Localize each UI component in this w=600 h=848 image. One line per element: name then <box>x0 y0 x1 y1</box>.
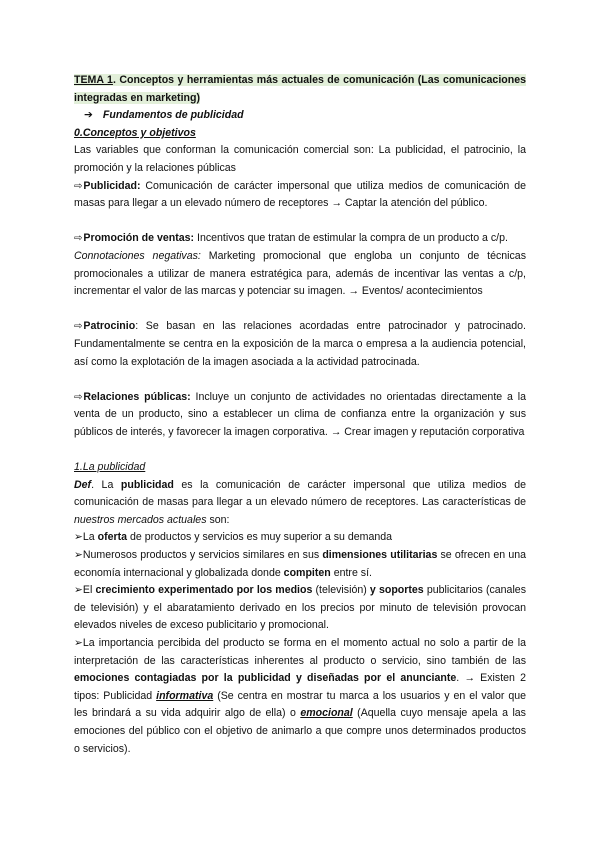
section-0-heading: 0.Conceptos y objetivos <box>74 126 196 139</box>
publicidad-label: Publicidad: <box>83 179 141 192</box>
subheading <box>74 107 526 125</box>
paragraph-relaciones <box>74 389 526 442</box>
arrow-outline-icon: ⇨ <box>74 233 83 245</box>
connotaciones-label: Connotaciones negativas: <box>74 249 201 262</box>
relaciones-text: Incluye un conjunto de actividades no orientadas directamente a la venta de un producto, sino a establecer un clima de confianza entre la organización y sus públicos de interés, y favorecer la imagen corporativa. → Crear imagen y reputación corporativa <box>74 390 526 438</box>
patrocinio-label: Patrocinio <box>83 320 136 333</box>
bullet-arrow-icon: ➢ <box>74 531 83 544</box>
patrocinio-text: : Se basan en las relaciones acordadas entre patrocinador y patrocinado. Fundamentalmente se centra en la exposición de la marca o empresa a la audiencia potencial, así como la explotación de la imagen asociada a la actividad patrocinada. <box>74 320 526 368</box>
section-1-heading: 1.La publicidad <box>74 461 146 474</box>
list-item: ➢La importancia percibida del producto se forma en el momento actual no solo a partir de la interpretación de las características inherentes al producto o servicio, sino también de las emociones contagiadas por la publicidad y diseñadas por el anunciante. → Existen 2 tipos: Publicidad informativa (Se centra en mostrar tu marca a los usuarios y en el valor que les brindará a su vida adquirir algo de ella) o emocional (Aquella cuyo mensaje apela a las emociones del público con el objetivo de animarlo a que compre unos determinados productos o servicios). <box>74 637 527 755</box>
paragraph-promocion <box>74 230 526 300</box>
title-prefix: TEMA 1 <box>74 74 113 86</box>
bullet-arrow-icon: ➢ <box>74 549 83 562</box>
arrow-outline-icon: ⇨ <box>74 321 83 333</box>
connotaciones-text: Marketing promocional que engloba un conjunto de técnicas promocionales a utilizar de manera estratégica para, además de incentivar las ventas a c/p, incrementar el valor de las marcas y potenciar su imagen. → Eventos/ acontecimientos <box>74 249 526 298</box>
list-item: ➢El crecimiento experimentado por los medios (televisión) y soportes publicitarios (canales de televisión) y el abaratamiento derivado en los precios por minuto de televisión provocan elevados niveles de exceso publicitario y promocional. <box>74 584 526 632</box>
subheading-text: Fundamentos de publicidad <box>102 109 244 122</box>
arrow-outline-icon: ⇨ <box>74 391 83 403</box>
paragraph-publicidad <box>74 178 526 213</box>
relaciones-label: Relaciones públicas: <box>83 390 191 403</box>
list-item: ➢Numerosos productos y servicios similares en sus dimensiones utilitarias se ofrecen en una economía internacional y globalizada donde compiten entre sí. <box>74 549 526 579</box>
bullet-arrow-icon: ➢ <box>74 637 83 649</box>
list-item: ➢La oferta de productos y servicios es muy superior a su demanda <box>74 531 393 544</box>
promocion-text: Incentivos que tratan de estimular la compra de un producto a c/p. <box>194 232 508 245</box>
promocion-label: Promoción de ventas: <box>83 232 195 245</box>
paragraph-definicion: Def. La publicidad es la comunicación de carácter impersonal que utiliza medios de comunicación de masas para llegar a un elevado número de receptores. Las características de nuestros mercados actuales son: <box>74 478 526 526</box>
section-0-intro: Las variables que conforman la comunicación comercial son: La publicidad, el patrocinio, la promoción y la relaciones públicas <box>74 144 526 174</box>
title-text: . Conceptos y herramientas más actuales de comunicación (Las comunicaciones integradas en marketing) <box>74 74 526 104</box>
arrow-right-icon: ➔ <box>84 109 93 122</box>
paragraph-patrocinio <box>74 318 526 371</box>
page-title <box>74 72 526 107</box>
publicidad-text: Comunicación de carácter impersonal que utiliza medios de comunicación de masas para llegar a un elevado número de receptores → Captar la atención del público. <box>74 179 526 210</box>
bullet-arrow-icon: ➢ <box>74 584 83 597</box>
arrow-outline-icon: ⇨ <box>74 180 83 192</box>
